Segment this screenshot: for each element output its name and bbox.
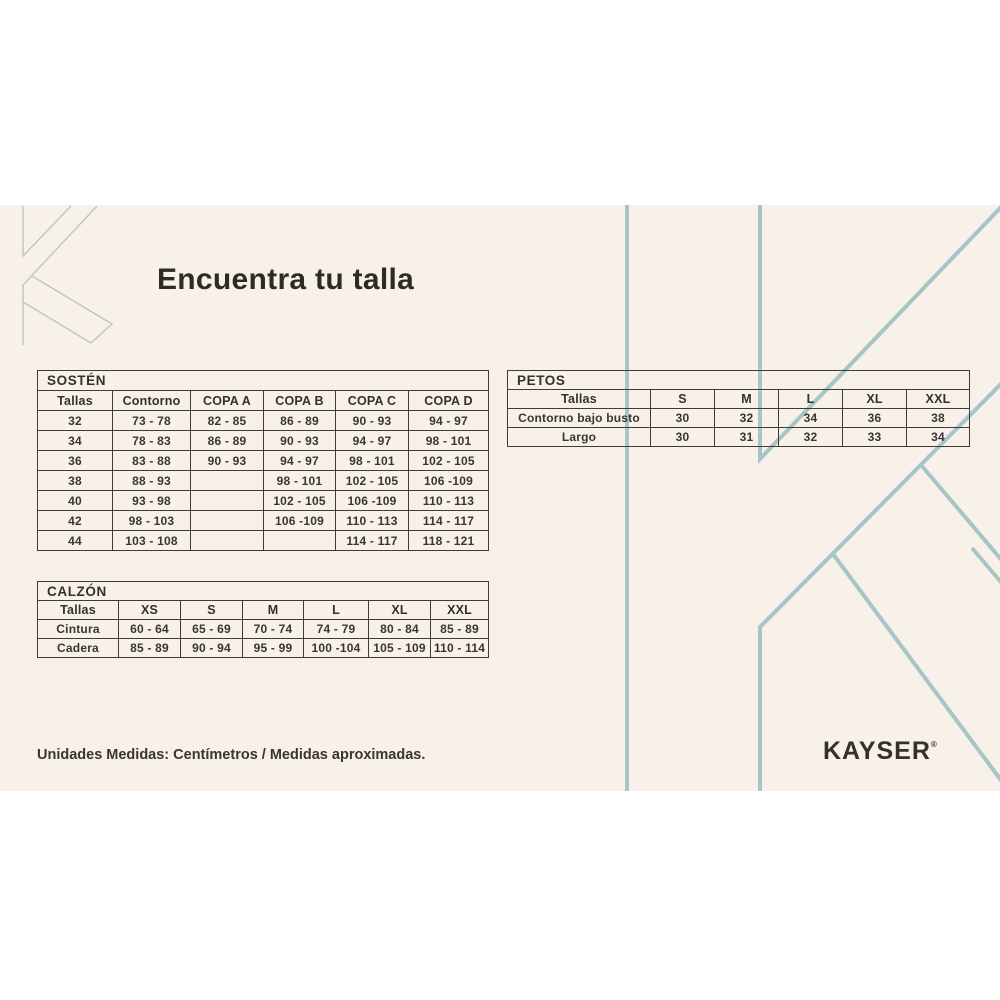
table-cell: 70 - 74 (243, 620, 304, 639)
table-row (38, 531, 489, 551)
column-header: M (715, 390, 779, 409)
table-cell: 34 (779, 409, 843, 428)
table-cell: 98 - 101 (336, 451, 409, 471)
table-cell: 118 - 121 (409, 531, 489, 551)
table-cell: Cadera (38, 639, 119, 658)
column-header: COPA A (191, 391, 264, 411)
table-row (38, 471, 489, 491)
table-cell: 33 (843, 428, 907, 447)
table-cell: 36 (38, 451, 113, 471)
table-cell: 98 - 101 (264, 471, 336, 491)
column-header: L (304, 601, 369, 620)
table-title: PETOS (508, 371, 970, 390)
table-cell: 110 - 114 (431, 639, 489, 658)
calzon-size-table (37, 581, 489, 658)
table-cell: 102 - 105 (409, 451, 489, 471)
column-header: M (243, 601, 304, 620)
column-header: Tallas (38, 601, 119, 620)
kayser-logo (823, 737, 937, 766)
table-cell: 106 -109 (264, 511, 336, 531)
table-row (38, 431, 489, 451)
table-cell (264, 531, 336, 551)
column-header: Tallas (38, 391, 113, 411)
table-title-row (38, 582, 489, 601)
registered-trademark-icon: ® (930, 739, 937, 749)
page-title: Encuentra tu talla (157, 263, 415, 296)
table-cell: 98 - 101 (409, 431, 489, 451)
table-cell: 102 - 105 (264, 491, 336, 511)
table-cell: 74 - 79 (304, 620, 369, 639)
table-header-row (508, 390, 970, 409)
table-cell: 103 - 108 (113, 531, 191, 551)
petos-size-table (507, 370, 970, 447)
column-header: S (651, 390, 715, 409)
table-title-row (508, 371, 970, 390)
table-cell: 90 - 93 (336, 411, 409, 431)
table-cell: 32 (715, 409, 779, 428)
column-header: XS (119, 601, 181, 620)
table-cell: 40 (38, 491, 113, 511)
table-cell: 94 - 97 (264, 451, 336, 471)
table-cell: 60 - 64 (119, 620, 181, 639)
column-header: XL (843, 390, 907, 409)
table-cell: 100 -104 (304, 639, 369, 658)
table-cell: 98 - 103 (113, 511, 191, 531)
column-header: COPA C (336, 391, 409, 411)
table-cell: 93 - 98 (113, 491, 191, 511)
table-cell: 102 - 105 (336, 471, 409, 491)
table-cell: 36 (843, 409, 907, 428)
table-cell: Cintura (38, 620, 119, 639)
table-cell: 30 (651, 428, 715, 447)
table-cell (191, 511, 264, 531)
table-cell: 85 - 89 (431, 620, 489, 639)
table-cell: 44 (38, 531, 113, 551)
column-header: COPA D (409, 391, 489, 411)
table-cell: 105 - 109 (369, 639, 431, 658)
column-header: COPA B (264, 391, 336, 411)
table-row (38, 411, 489, 431)
column-header: S (181, 601, 243, 620)
table-cell: 32 (779, 428, 843, 447)
table-cell: 110 - 113 (336, 511, 409, 531)
table-row (508, 409, 970, 428)
units-note: Unidades Medidas: Centímetros / Medidas aproximadas. (37, 747, 426, 763)
table-cell: 90 - 94 (181, 639, 243, 658)
column-header: XXL (907, 390, 970, 409)
table-cell (191, 471, 264, 491)
table-cell: 114 - 117 (409, 511, 489, 531)
table-cell: 38 (38, 471, 113, 491)
table-title: CALZÓN (38, 582, 489, 601)
column-header: Tallas (508, 390, 651, 409)
table-cell: 30 (651, 409, 715, 428)
table-cell: 65 - 69 (181, 620, 243, 639)
table-cell: 94 - 97 (336, 431, 409, 451)
table-cell: 38 (907, 409, 970, 428)
table-cell: Largo (508, 428, 651, 447)
table-cell: 90 - 93 (191, 451, 264, 471)
column-header: XL (369, 601, 431, 620)
table-row (38, 639, 489, 658)
table-cell: 82 - 85 (191, 411, 264, 431)
table-cell: 110 - 113 (409, 491, 489, 511)
table-title: SOSTÉN (38, 371, 489, 391)
table-cell: 78 - 83 (113, 431, 191, 451)
table-row (38, 491, 489, 511)
table-cell: 86 - 89 (264, 411, 336, 431)
sosten-size-table (37, 370, 489, 551)
table-row (38, 620, 489, 639)
table-cell: 94 - 97 (409, 411, 489, 431)
table-cell: 106 -109 (409, 471, 489, 491)
table-cell: 88 - 93 (113, 471, 191, 491)
table-title-row (38, 371, 489, 391)
table-cell (191, 531, 264, 551)
table-cell: 31 (715, 428, 779, 447)
column-header: Contorno (113, 391, 191, 411)
table-cell: 95 - 99 (243, 639, 304, 658)
column-header: L (779, 390, 843, 409)
table-cell: 32 (38, 411, 113, 431)
column-header: XXL (431, 601, 489, 620)
table-row (38, 511, 489, 531)
table-cell: 83 - 88 (113, 451, 191, 471)
table-cell: 34 (907, 428, 970, 447)
kayser-logo-text: KAYSER (823, 737, 931, 765)
table-cell: 42 (38, 511, 113, 531)
table-cell: 85 - 89 (119, 639, 181, 658)
table-cell: 34 (38, 431, 113, 451)
table-cell (191, 491, 264, 511)
table-cell: 114 - 117 (336, 531, 409, 551)
table-cell: 80 - 84 (369, 620, 431, 639)
table-cell: 73 - 78 (113, 411, 191, 431)
table-cell: 106 -109 (336, 491, 409, 511)
table-row (38, 451, 489, 471)
table-header-row (38, 391, 489, 411)
table-cell: Contorno bajo busto (508, 409, 651, 428)
table-row (508, 428, 970, 447)
table-header-row (38, 601, 489, 620)
table-cell: 90 - 93 (264, 431, 336, 451)
table-cell: 86 - 89 (191, 431, 264, 451)
